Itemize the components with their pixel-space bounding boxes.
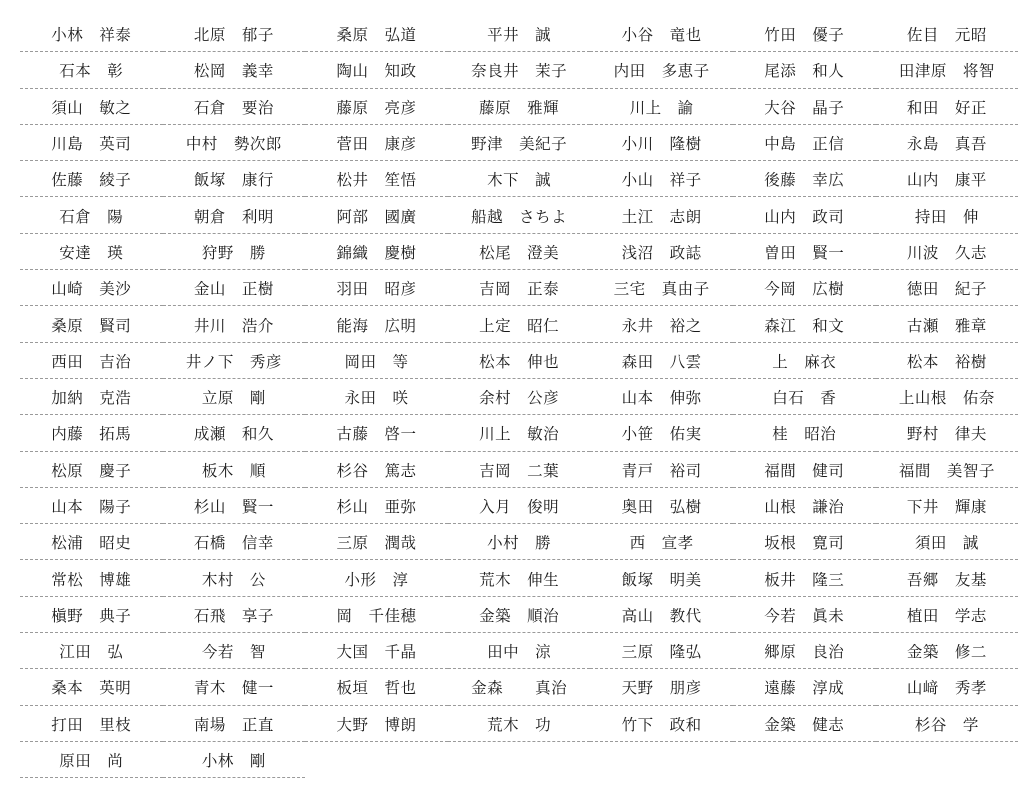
name-cell: 天野 朋彦 <box>590 669 733 705</box>
name-cell: 北原 郁子 <box>163 16 306 52</box>
name-row <box>20 452 1020 488</box>
name-cell: 田中 涼 <box>448 633 591 669</box>
name-cell: 吾郷 友基 <box>876 560 1019 596</box>
name-cell: 古藤 啓一 <box>305 415 448 451</box>
name-cell: 佐目 元昭 <box>876 16 1019 52</box>
name-cell: 杉山 賢一 <box>163 488 306 524</box>
name-cell: 金築 修二 <box>876 633 1019 669</box>
name-cell: 内藤 拓馬 <box>20 415 163 451</box>
name-row <box>20 488 1020 524</box>
name-cell: 古瀬 雅章 <box>876 306 1019 342</box>
name-cell: 曽田 賢一 <box>733 234 876 270</box>
name-cell: 奈良井 茉子 <box>448 52 591 88</box>
name-cell: 坂根 寛司 <box>733 524 876 560</box>
name-cell: 野津 美紀子 <box>448 125 591 161</box>
name-row <box>20 125 1020 161</box>
name-row <box>20 379 1020 415</box>
name-row <box>20 16 1020 52</box>
name-cell: 余村 公彦 <box>448 379 591 415</box>
name-cell: 土江 志朗 <box>590 197 733 233</box>
name-cell: 今若 眞未 <box>733 597 876 633</box>
name-cell: 徳田 紀子 <box>876 270 1019 306</box>
name-cell: 杉谷 学 <box>876 706 1019 742</box>
name-cell: 板井 隆三 <box>733 560 876 596</box>
name-cell: 立原 剛 <box>163 379 306 415</box>
name-cell: 小山 祥子 <box>590 161 733 197</box>
name-cell: 川上 敏治 <box>448 415 591 451</box>
name-cell: 三原 隆弘 <box>590 633 733 669</box>
name-cell: 桑本 英明 <box>20 669 163 705</box>
name-cell: 佐藤 綾子 <box>20 161 163 197</box>
name-cell: 中島 正信 <box>733 125 876 161</box>
name-cell: 遠藤 淳成 <box>733 669 876 705</box>
name-cell: 福間 美智子 <box>876 452 1019 488</box>
name-row <box>20 306 1020 342</box>
name-cell: 山根 謙治 <box>733 488 876 524</box>
name-cell: 竹田 優子 <box>733 16 876 52</box>
name-cell: 下井 輝康 <box>876 488 1019 524</box>
name-cell: 羽田 昭彦 <box>305 270 448 306</box>
name-cell: 石倉 要治 <box>163 89 306 125</box>
name-row <box>20 52 1020 88</box>
name-row <box>20 633 1020 669</box>
name-cell: 永井 裕之 <box>590 306 733 342</box>
name-cell: 原田 尚 <box>20 742 163 778</box>
name-cell: 浅沼 政誌 <box>590 234 733 270</box>
name-cell: 朝倉 利明 <box>163 197 306 233</box>
name-row <box>20 343 1020 379</box>
name-row <box>20 706 1020 742</box>
name-cell: 常松 博雄 <box>20 560 163 596</box>
name-cell: 郷原 良治 <box>733 633 876 669</box>
name-cell: 大野 博朗 <box>305 706 448 742</box>
name-cell: 森田 八雲 <box>590 343 733 379</box>
name-cell: 小笹 佑実 <box>590 415 733 451</box>
name-cell: 吉岡 二葉 <box>448 452 591 488</box>
name-cell: 今若 智 <box>163 633 306 669</box>
name-cell: 桑原 弘道 <box>305 16 448 52</box>
name-cell: 山﨑 秀孝 <box>876 669 1019 705</box>
name-cell: 飯塚 明美 <box>590 560 733 596</box>
name-cell: 石本 彰 <box>20 52 163 88</box>
name-cell: 松岡 義幸 <box>163 52 306 88</box>
name-cell: 菅田 康彦 <box>305 125 448 161</box>
name-cell: 竹下 政和 <box>590 706 733 742</box>
name-cell: 上 麻衣 <box>733 343 876 379</box>
name-cell: 槇野 典子 <box>20 597 163 633</box>
name-cell: 船越 さちよ <box>448 197 591 233</box>
name-cell: 三原 潤哉 <box>305 524 448 560</box>
name-cell: 木村 公 <box>163 560 306 596</box>
name-row <box>20 669 1020 705</box>
name-cell: 金築 健志 <box>733 706 876 742</box>
name-row <box>20 89 1020 125</box>
name-cell: 井ノ下 秀彦 <box>163 343 306 379</box>
name-cell: 金森 真治 <box>448 669 591 705</box>
name-row <box>20 524 1020 560</box>
name-cell: 小林 祥泰 <box>20 16 163 52</box>
name-cell: 井川 浩介 <box>163 306 306 342</box>
name-cell: 杉谷 篤志 <box>305 452 448 488</box>
name-cell: 山内 康平 <box>876 161 1019 197</box>
name-cell: 上山根 佑奈 <box>876 379 1019 415</box>
name-cell: 和田 好正 <box>876 89 1019 125</box>
name-cell: 山崎 美沙 <box>20 270 163 306</box>
name-cell: 永田 咲 <box>305 379 448 415</box>
name-row <box>20 742 1020 778</box>
name-cell: 安達 瑛 <box>20 234 163 270</box>
name-cell: 松本 裕樹 <box>876 343 1019 379</box>
name-cell: 三宅 真由子 <box>590 270 733 306</box>
name-row <box>20 161 1020 197</box>
name-cell: 平井 誠 <box>448 16 591 52</box>
name-cell: 荒木 功 <box>448 706 591 742</box>
name-cell: 狩野 勝 <box>163 234 306 270</box>
name-cell: 高山 教代 <box>590 597 733 633</box>
name-cell: 須山 敏之 <box>20 89 163 125</box>
name-cell: 打田 里枝 <box>20 706 163 742</box>
name-row <box>20 270 1020 306</box>
name-cell: 川波 久志 <box>876 234 1019 270</box>
name-cell: 小村 勝 <box>448 524 591 560</box>
name-cell: 松本 伸也 <box>448 343 591 379</box>
name-cell: 尾添 和人 <box>733 52 876 88</box>
name-cell: 福間 健司 <box>733 452 876 488</box>
name-cell: 荒木 伸生 <box>448 560 591 596</box>
name-list-grid <box>20 16 1020 778</box>
name-cell: 加納 克浩 <box>20 379 163 415</box>
name-cell: 西 宣孝 <box>590 524 733 560</box>
name-row <box>20 234 1020 270</box>
name-cell: 青戸 裕司 <box>590 452 733 488</box>
name-cell: 木下 誠 <box>448 161 591 197</box>
name-row <box>20 597 1020 633</box>
name-cell: 植田 学志 <box>876 597 1019 633</box>
name-cell: 内田 多恵子 <box>590 52 733 88</box>
name-cell: 川島 英司 <box>20 125 163 161</box>
name-cell: 入月 俊明 <box>448 488 591 524</box>
name-cell: 山本 伸弥 <box>590 379 733 415</box>
name-cell: 錦織 慶樹 <box>305 234 448 270</box>
name-row <box>20 560 1020 596</box>
name-cell: 板木 順 <box>163 452 306 488</box>
name-cell: 松尾 澄美 <box>448 234 591 270</box>
name-cell: 田津原 将智 <box>876 52 1019 88</box>
name-cell: 小川 隆樹 <box>590 125 733 161</box>
name-cell: 杉山 亜弥 <box>305 488 448 524</box>
name-cell: 吉岡 正泰 <box>448 270 591 306</box>
name-cell: 松井 笙悟 <box>305 161 448 197</box>
name-cell: 石橋 信幸 <box>163 524 306 560</box>
name-cell: 桂 昭治 <box>733 415 876 451</box>
name-cell: 白石 香 <box>733 379 876 415</box>
name-cell: 永島 真吾 <box>876 125 1019 161</box>
name-cell: 松原 慶子 <box>20 452 163 488</box>
name-cell: 森江 和文 <box>733 306 876 342</box>
name-row <box>20 415 1020 451</box>
name-cell: 小林 剛 <box>163 742 306 778</box>
name-cell: 大谷 晶子 <box>733 89 876 125</box>
name-cell: 後藤 幸広 <box>733 161 876 197</box>
name-cell: 大国 千晶 <box>305 633 448 669</box>
name-cell: 持田 伸 <box>876 197 1019 233</box>
name-cell: 江田 弘 <box>20 633 163 669</box>
name-cell: 山内 政司 <box>733 197 876 233</box>
name-cell: 山本 陽子 <box>20 488 163 524</box>
name-cell: 岡田 等 <box>305 343 448 379</box>
name-cell: 能海 広明 <box>305 306 448 342</box>
name-cell: 松浦 昭史 <box>20 524 163 560</box>
name-cell: 中村 勢次郎 <box>163 125 306 161</box>
name-cell: 須田 誠 <box>876 524 1019 560</box>
name-row <box>20 197 1020 233</box>
name-cell: 藤原 雅輝 <box>448 89 591 125</box>
name-cell: 成瀬 和久 <box>163 415 306 451</box>
name-cell: 西田 吉治 <box>20 343 163 379</box>
name-cell: 今岡 広樹 <box>733 270 876 306</box>
name-cell: 桑原 賢司 <box>20 306 163 342</box>
name-cell: 上定 昭仁 <box>448 306 591 342</box>
name-cell: 小谷 竜也 <box>590 16 733 52</box>
name-cell: 陶山 知政 <box>305 52 448 88</box>
name-cell: 岡 千佳穂 <box>305 597 448 633</box>
name-cell: 阿部 國廣 <box>305 197 448 233</box>
name-cell: 板垣 哲也 <box>305 669 448 705</box>
name-cell: 野村 律夫 <box>876 415 1019 451</box>
name-cell: 南場 正直 <box>163 706 306 742</box>
name-cell: 飯塚 康行 <box>163 161 306 197</box>
name-cell: 石飛 享子 <box>163 597 306 633</box>
name-cell: 青木 健一 <box>163 669 306 705</box>
name-cell: 藤原 亮彦 <box>305 89 448 125</box>
name-cell: 金築 順治 <box>448 597 591 633</box>
name-cell: 小形 淳 <box>305 560 448 596</box>
name-cell: 川上 諭 <box>590 89 733 125</box>
name-cell: 金山 正樹 <box>163 270 306 306</box>
name-cell: 石倉 陽 <box>20 197 163 233</box>
name-cell: 奥田 弘樹 <box>590 488 733 524</box>
